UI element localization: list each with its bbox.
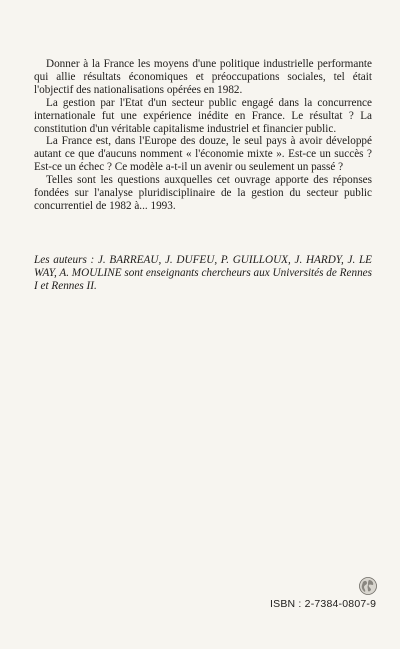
isbn-number: ISBN : 2-7384-0807-9	[270, 598, 377, 610]
paragraph-2: La gestion par l'Etat d'un secteur public engagé dans la concurrence internationale fut une expérience inédite en France. Le résultat ? La constitution d'un véritable capitalisme industriel et financier public.	[34, 96, 372, 135]
authors-note: Les auteurs : J. BARREAU, J. DUFEU, P. GUILLOUX, J. HARDY, J. LE WAY, A. MOULINE sont enseignants chercheurs aux Universités de Rennes I et Rennes II.	[34, 254, 372, 292]
globe-logo-icon	[358, 576, 378, 596]
paragraph-4: Telles sont les questions auxquelles cet ouvrage apporte des réponses fondées sur l'analyse pluridisciplinaire de la gestion du secteur public concurrentiel de 1982 à... 1993.	[34, 174, 372, 212]
blurb-text	[34, 58, 372, 213]
paragraph-1: Donner à la France les moyens d'une politique industrielle performante qui allie résultats économiques et préoccupations sociales, tel était l'objectif des nationalisations opérées en 1982.	[34, 58, 372, 96]
paragraph-3: La France est, dans l'Europe des douze, le seul pays à avoir développé autant ce que d'aucuns nomment « l'économie mixte ». Est-ce un succès ? Est-ce un échec ? Ce modèle a-t-il un avenir ou seulement un passé ?	[34, 135, 372, 174]
